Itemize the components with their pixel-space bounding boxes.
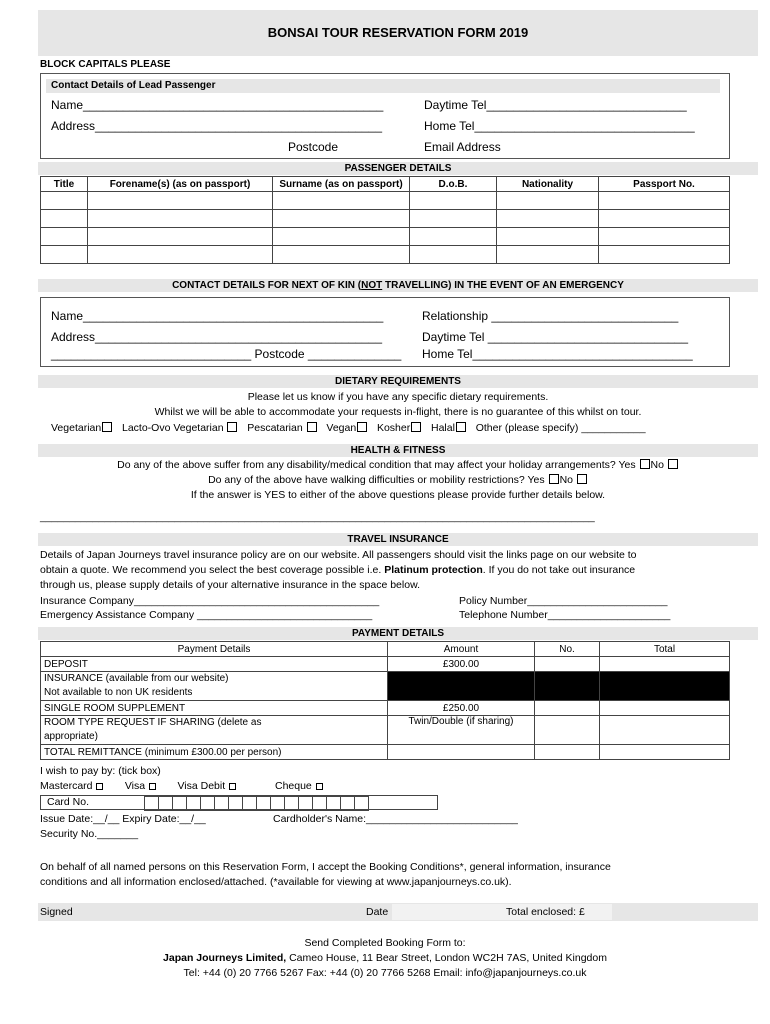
dietary-header: DIETARY REQUIREMENTS (38, 375, 758, 388)
col-forename: Forename(s) (as on passport) (88, 177, 273, 192)
col-dob: D.o.B. (410, 177, 497, 192)
health-header: HEALTH & FITNESS (38, 444, 758, 457)
col-title: Title (41, 177, 88, 192)
col-nationality: Nationality (497, 177, 599, 192)
date-label: Date (366, 906, 389, 918)
payment-table (40, 641, 730, 760)
health-line-3: If the answer is YES to either of the above questions please provide further details below. (190, 489, 606, 501)
col-no: No. (535, 642, 600, 657)
contact-daytime-tel-field[interactable]: Daytime Tel______________________________ (424, 98, 687, 112)
mastercard-checkbox[interactable] (96, 783, 103, 790)
insurance-amount-blocked (388, 672, 535, 701)
kin-home-tel-field[interactable]: Home Tel_________________________________ (422, 347, 693, 361)
cheque-checkbox[interactable] (316, 783, 323, 790)
dietary-options (51, 422, 646, 434)
insurance-total-blocked (600, 672, 730, 701)
vegan-checkbox[interactable] (357, 422, 367, 432)
vegetarian-checkbox[interactable] (102, 422, 112, 432)
health-details-field[interactable]: _______________________________________________________________________________________________ (40, 511, 595, 523)
insurance-telephone-field[interactable]: Telephone Number_____________________ (459, 609, 671, 621)
insurance-para-2: obtain a quote. We recommend you select the best coverage possible i.e. Platinum protection. If you do not take out insurance (40, 564, 636, 576)
insurance-para-1: Details of Japan Journeys travel insurance policy are on our website. All passengers should visit the links page on our website to (40, 549, 637, 561)
table-row (41, 657, 730, 672)
kin-relationship-field[interactable]: Relationship ____________________________ (422, 309, 679, 323)
block-capitals-note: BLOCK CAPITALS PLEASE (40, 59, 171, 70)
visa-debit-checkbox[interactable] (229, 783, 236, 790)
col-payment-details: Payment Details (41, 642, 388, 657)
total-remittance-total[interactable] (600, 745, 730, 760)
footer-contact: Tel: +44 (0) 20 7766 5267 Fax: +44 (0) 20 7766 5268 Email: info@japanjourneys.co.uk (183, 967, 587, 979)
passenger-table (40, 176, 730, 264)
lacto-ovo-checkbox[interactable] (227, 422, 237, 432)
health-q1-yes-checkbox[interactable] (640, 459, 650, 469)
contact-postcode-label: Postcode (288, 140, 339, 154)
card-number-label: Card No. (47, 796, 90, 808)
insurance-no-blocked (535, 672, 600, 701)
deposit-label: DEPOSIT (41, 657, 388, 672)
footer-address: Japan Journeys Limited, Cameo House, 11 Bear Street, London WC2H 7AS, United Kingdom (163, 952, 607, 964)
kin-header: CONTACT DETAILS FOR NEXT OF KIN (NOT TRAVELLING) IN THE EVENT OF AN EMERGENCY (38, 279, 758, 292)
room-type-total-cell[interactable] (600, 716, 730, 745)
form-title: BONSAI TOUR RESERVATION FORM 2019 (38, 10, 758, 56)
dietary-line-1: Please let us know if you have any specific dietary requirements. (247, 391, 549, 403)
dietary-pescatarian: Pescatarian (247, 422, 317, 434)
security-number-field[interactable]: Security No._______ (40, 828, 139, 840)
payment-methods: Mastercard Visa Visa Debit Cheque (40, 780, 324, 792)
declaration-line-2: conditions and all information enclosed/attached. (*available for viewing at www.japanjourneys.co.uk). (40, 876, 512, 888)
deposit-total-cell[interactable] (600, 657, 730, 672)
passenger-header: PASSENGER DETAILS (38, 162, 758, 175)
footer-send-to: Send Completed Booking Form to: (304, 937, 466, 949)
table-row (41, 745, 730, 760)
contact-header: Contact Details of Lead Passenger (46, 79, 720, 93)
table-row (41, 672, 730, 701)
card-number-row (40, 795, 438, 810)
insurance-header: TRAVEL INSURANCE (38, 533, 758, 546)
dietary-kosher: Kosher (377, 422, 422, 434)
table-row (41, 210, 730, 228)
dietary-vegan: Vegan (326, 422, 368, 434)
room-type-amount[interactable]: Twin/Double (if sharing) (388, 716, 535, 745)
pescatarian-checkbox[interactable] (307, 422, 317, 432)
halal-checkbox[interactable] (456, 422, 466, 432)
total-remittance-amount[interactable] (388, 745, 535, 760)
insurance-para-3: through us, please supply details of your alternative insurance in the space below. (40, 579, 420, 591)
single-room-label: SINGLE ROOM SUPPLEMENT (41, 701, 388, 716)
room-type-label: ROOM TYPE REQUEST IF SHARING (delete as appropriate) (41, 716, 388, 745)
col-amount: Amount (388, 642, 535, 657)
single-room-total-cell[interactable] (600, 701, 730, 716)
table-row (41, 701, 730, 716)
dietary-halal: Halal (431, 422, 467, 434)
contact-email-label: Email Address (424, 140, 501, 154)
policy-number-field[interactable]: Policy Number________________________ (459, 595, 668, 607)
insurance-row-label: INSURANCE (available from our website) Not available to non UK residents (41, 672, 388, 701)
table-row (41, 716, 730, 745)
emergency-assistance-field[interactable]: Emergency Assistance Company ______________________________ (40, 609, 373, 621)
dietary-lacto-ovo: Lacto-Ovo Vegetarian (122, 422, 239, 434)
single-room-amount: £250.00 (388, 701, 535, 716)
total-remittance-no[interactable] (535, 745, 600, 760)
col-passport: Passport No. (599, 177, 730, 192)
health-q2-yes-checkbox[interactable] (549, 474, 559, 484)
insurance-company-field[interactable]: Insurance Company__________________________________________ (40, 595, 380, 607)
cardholder-name-field[interactable]: Cardholder's Name:__________________________ (273, 813, 518, 825)
table-row (41, 246, 730, 264)
health-q1: Do any of the above suffer from any disability/medical condition that may affect your holiday arrangements? Yes No (38, 459, 758, 471)
issue-expiry-field[interactable]: Issue Date:__/__ Expiry Date:__/__ (40, 813, 206, 825)
health-q2-no-checkbox[interactable] (577, 474, 587, 484)
kin-postcode-field[interactable]: ______________________________ Postcode ______________ (51, 347, 402, 361)
health-q1-no-checkbox[interactable] (668, 459, 678, 469)
kin-name-field[interactable]: Name_____________________________________________ (51, 309, 384, 323)
dietary-other-field[interactable]: Other (please specify) ___________ (475, 422, 646, 434)
room-type-no-cell[interactable] (535, 716, 600, 745)
deposit-amount: £300.00 (388, 657, 535, 672)
contact-name-field[interactable]: Name_____________________________________________ (51, 98, 384, 112)
signed-label: Signed (40, 906, 73, 918)
pay-by-label: I wish to pay by: (tick box) (40, 765, 161, 777)
contact-home-tel-field[interactable]: Home Tel_________________________________ (424, 119, 695, 133)
payment-header: PAYMENT DETAILS (38, 627, 758, 640)
total-remittance-label: TOTAL REMITTANCE (minimum £300.00 per person) (41, 745, 388, 760)
col-surname: Surname (as on passport) (273, 177, 410, 192)
kin-address-field[interactable]: Address___________________________________________ (51, 330, 382, 344)
contact-address-field[interactable]: Address___________________________________________ (51, 119, 382, 133)
deposit-no-cell[interactable] (535, 657, 600, 672)
single-room-no-cell[interactable] (535, 701, 600, 716)
table-row (41, 192, 730, 210)
declaration-line-1: On behalf of all named persons on this Reservation Form, I accept the Booking Conditions*, general information, insurance (40, 861, 611, 873)
dietary-vegetarian: Vegetarian (51, 422, 113, 434)
dietary-line-2: Whilst we will be able to accommodate your requests in-flight, there is no guarantee of this whilst on tour. (154, 406, 642, 418)
kosher-checkbox[interactable] (411, 422, 421, 432)
kin-daytime-tel-field[interactable]: Daytime Tel ______________________________ (422, 330, 689, 344)
health-q2: Do any of the above have walking difficulties or mobility restrictions? Yes No (38, 474, 758, 486)
table-row (41, 228, 730, 246)
col-total: Total (600, 642, 730, 657)
total-enclosed-label: Total enclosed: £ (506, 906, 585, 918)
visa-checkbox[interactable] (149, 783, 156, 790)
